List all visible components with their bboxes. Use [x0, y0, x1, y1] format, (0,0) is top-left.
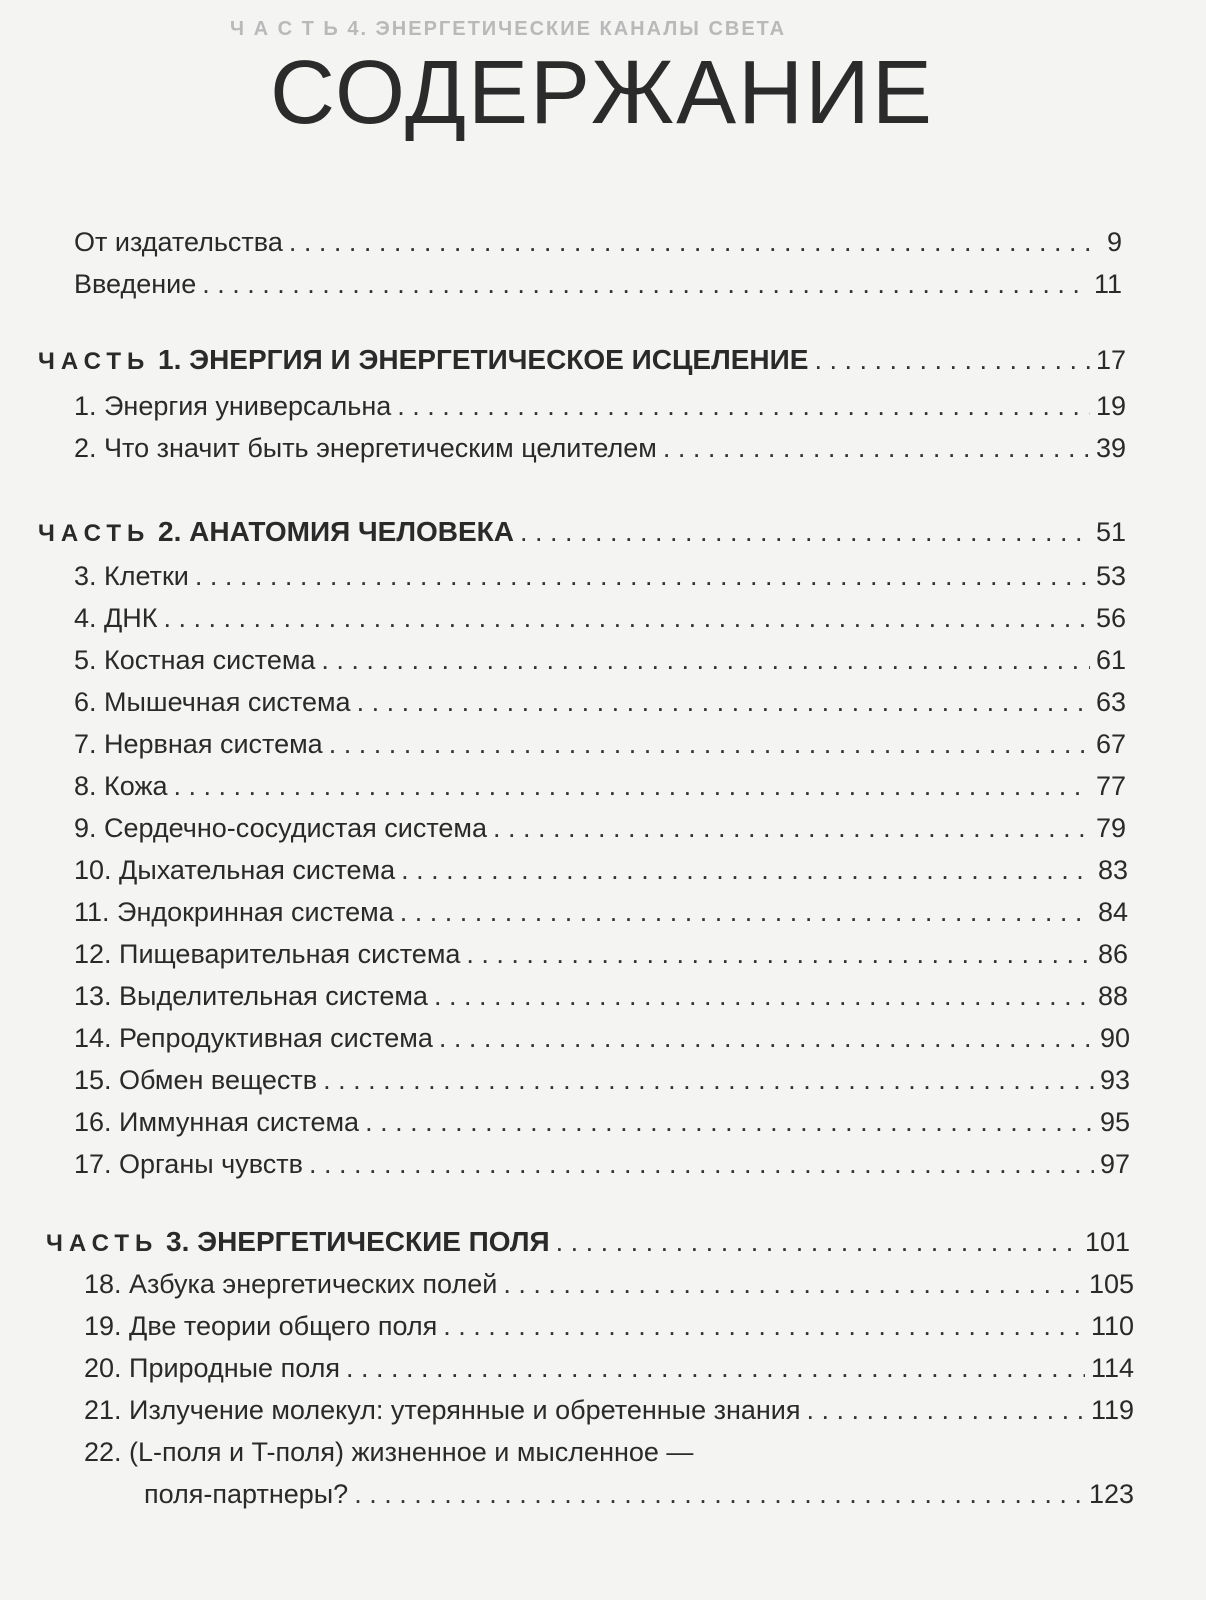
- dot-leader: [400, 896, 1092, 928]
- toc-entry[interactable]: [74, 602, 1126, 634]
- toc-entry[interactable]: [84, 1394, 1134, 1426]
- dot-leader: [174, 770, 1090, 802]
- toc-entry[interactable]: [74, 1022, 1130, 1054]
- part-word: ЧАСТЬ: [38, 348, 151, 375]
- part-title: 1. ЭНЕРГИЯ И ЭНЕРГЕТИЧЕСКОЕ ИСЦЕЛЕНИЕ: [150, 344, 809, 375]
- toc-entry-label: 19. Две теории общего поля: [84, 1311, 438, 1341]
- toc-entry[interactable]: [84, 1268, 1134, 1300]
- toc-page-number: 105: [1088, 1269, 1134, 1299]
- toc-page-number: 110: [1090, 1311, 1134, 1341]
- dot-leader: [807, 1394, 1085, 1426]
- toc-entry-label: 6. Мышечная система: [74, 687, 351, 717]
- toc-entry[interactable]: [74, 938, 1128, 970]
- part-word: ЧАСТЬ: [46, 1230, 159, 1257]
- toc-entry[interactable]: [74, 980, 1128, 1012]
- toc-entry[interactable]: [74, 390, 1126, 422]
- toc-entry-label: 14. Репродуктивная система: [74, 1023, 433, 1053]
- toc-page-number: 86: [1097, 939, 1128, 969]
- dot-leader: [164, 602, 1090, 634]
- toc-page-number: 19: [1095, 391, 1126, 421]
- toc-entry-label: 3. Клетки: [74, 561, 189, 591]
- toc-page-number: 79: [1095, 813, 1126, 843]
- dot-leader: [439, 1022, 1094, 1054]
- toc-entry-label: 18. Азбука энергетических полей: [84, 1269, 498, 1299]
- dot-leader: [323, 1064, 1094, 1096]
- toc-entry[interactable]: [144, 1478, 1134, 1510]
- toc-entry-label: 13. Выделительная система: [74, 981, 428, 1011]
- toc-page-number: 84: [1097, 897, 1128, 927]
- toc-page-number: 119: [1090, 1395, 1134, 1425]
- bleed-through-text: Ч А С Т Ь 4. ЭНЕРГЕТИЧЕСКИЕ КАНАЛЫ СВЕТА: [230, 18, 787, 40]
- dot-leader: [434, 980, 1092, 1012]
- toc-entry-continued[interactable]: [84, 1436, 693, 1468]
- toc-entry-label: 21. Излучение молекул: утерянные и обретенные знания: [84, 1395, 801, 1425]
- dot-leader: [443, 1310, 1085, 1342]
- toc-page-number: 123: [1088, 1479, 1134, 1509]
- toc-entry-label: 11. Эндокринная система: [74, 897, 394, 927]
- dot-leader: [556, 1226, 1079, 1258]
- toc-page-number: 114: [1090, 1353, 1134, 1383]
- toc-page-number: 39: [1095, 433, 1126, 463]
- dot-leader: [503, 1268, 1083, 1300]
- toc-part-heading[interactable]: [46, 1226, 1130, 1260]
- dot-leader: [357, 686, 1090, 718]
- toc-entry-label: 17. Органы чувств: [74, 1149, 303, 1179]
- dot-leader: [466, 938, 1092, 970]
- dot-leader: [401, 854, 1092, 886]
- toc-entry[interactable]: [74, 728, 1126, 760]
- toc-entry[interactable]: [74, 1106, 1130, 1138]
- toc-entry-label: 2. Что значит быть энергетическим целителем: [74, 433, 657, 463]
- dot-leader: [195, 560, 1090, 592]
- dot-leader: [289, 226, 1101, 258]
- toc-entry[interactable]: [74, 896, 1128, 928]
- toc-entry-label: От издательства: [74, 227, 283, 257]
- dot-leader: [397, 390, 1090, 422]
- dot-leader: [321, 644, 1090, 676]
- dot-leader: [493, 812, 1090, 844]
- toc-entry[interactable]: [74, 770, 1126, 802]
- toc-entry-label: 9. Сердечно-сосудистая система: [74, 813, 487, 843]
- toc-part-label: [38, 516, 514, 550]
- dot-leader: [346, 1352, 1085, 1384]
- toc-entry[interactable]: [74, 268, 1122, 300]
- dot-leader: [814, 344, 1090, 376]
- toc-entry-label: 16. Иммунная система: [74, 1107, 360, 1137]
- dot-leader: [365, 1106, 1094, 1138]
- dot-leader: [329, 728, 1090, 760]
- part-title: 2. АНАТОМИЯ ЧЕЛОВЕКА: [150, 516, 514, 547]
- toc-page-number: 17: [1095, 345, 1126, 375]
- toc-page-number: 61: [1095, 645, 1126, 675]
- toc-page-number: 90: [1099, 1023, 1130, 1053]
- toc-entry[interactable]: [74, 1064, 1130, 1096]
- toc-entry-label: 20. Природные поля: [84, 1353, 340, 1383]
- part-word: ЧАСТЬ: [38, 520, 151, 547]
- toc-page-number: 9: [1106, 227, 1122, 257]
- toc-entry[interactable]: [74, 812, 1126, 844]
- dot-leader: [202, 268, 1088, 300]
- toc-entry[interactable]: [74, 432, 1126, 464]
- toc-part-heading[interactable]: [38, 344, 1126, 378]
- toc-entry-label: 1. Энергия универсальна: [74, 391, 392, 421]
- toc-page-number: 101: [1084, 1227, 1130, 1257]
- dot-leader: [309, 1148, 1094, 1180]
- toc-page-number: 53: [1095, 561, 1126, 591]
- dot-leader: [663, 432, 1090, 464]
- toc-page-number: 95: [1099, 1107, 1130, 1137]
- toc-page-number: 67: [1095, 729, 1126, 759]
- toc-entry-label: поля-партнеры?: [144, 1479, 349, 1509]
- toc-entry[interactable]: [74, 854, 1128, 886]
- toc-page-number: 93: [1099, 1065, 1130, 1095]
- dot-leader: [354, 1478, 1083, 1510]
- toc-entry-label: 4. ДНК: [74, 603, 158, 633]
- toc-entry[interactable]: [84, 1352, 1134, 1384]
- toc-page-number: 56: [1095, 603, 1126, 633]
- toc-entry[interactable]: [74, 644, 1126, 676]
- toc-part-heading[interactable]: [38, 516, 1126, 550]
- toc-entry-label: 7. Нервная система: [74, 729, 323, 759]
- toc-page-number: 97: [1099, 1149, 1130, 1179]
- toc-page-number: 51: [1095, 517, 1126, 547]
- toc-page-number: 63: [1095, 687, 1126, 717]
- toc-page-number: 88: [1097, 981, 1128, 1011]
- toc-entry[interactable]: [84, 1310, 1134, 1342]
- toc-entry[interactable]: [74, 226, 1122, 258]
- toc-page-number: 83: [1097, 855, 1128, 885]
- toc-entry-label: 22. (L-поля и T-поля) жизненное и мысленное —: [84, 1437, 694, 1467]
- toc-part-label: [46, 1226, 550, 1260]
- page-title: СОДЕРЖАНИЕ: [270, 43, 934, 143]
- dot-leader: [520, 516, 1090, 548]
- toc-entry[interactable]: [74, 560, 1126, 592]
- toc-entry-label: 8. Кожа: [74, 771, 168, 801]
- toc-page-number: 77: [1095, 771, 1126, 801]
- toc-part-label: [38, 344, 808, 378]
- part-title: 3. ЭНЕРГЕТИЧЕСКИЕ ПОЛЯ: [158, 1226, 550, 1257]
- toc-entry-label: 12. Пищеварительная система: [74, 939, 461, 969]
- toc-entry[interactable]: [74, 1148, 1130, 1180]
- toc-entry-label: Введение: [74, 269, 197, 299]
- toc-entry[interactable]: [74, 686, 1126, 718]
- toc-entry-label: 5. Костная система: [74, 645, 316, 675]
- toc-entry-label: 15. Обмен веществ: [74, 1065, 318, 1095]
- toc-page-number: 11: [1093, 269, 1122, 299]
- toc-entry-label: 10. Дыхательная система: [74, 855, 396, 885]
